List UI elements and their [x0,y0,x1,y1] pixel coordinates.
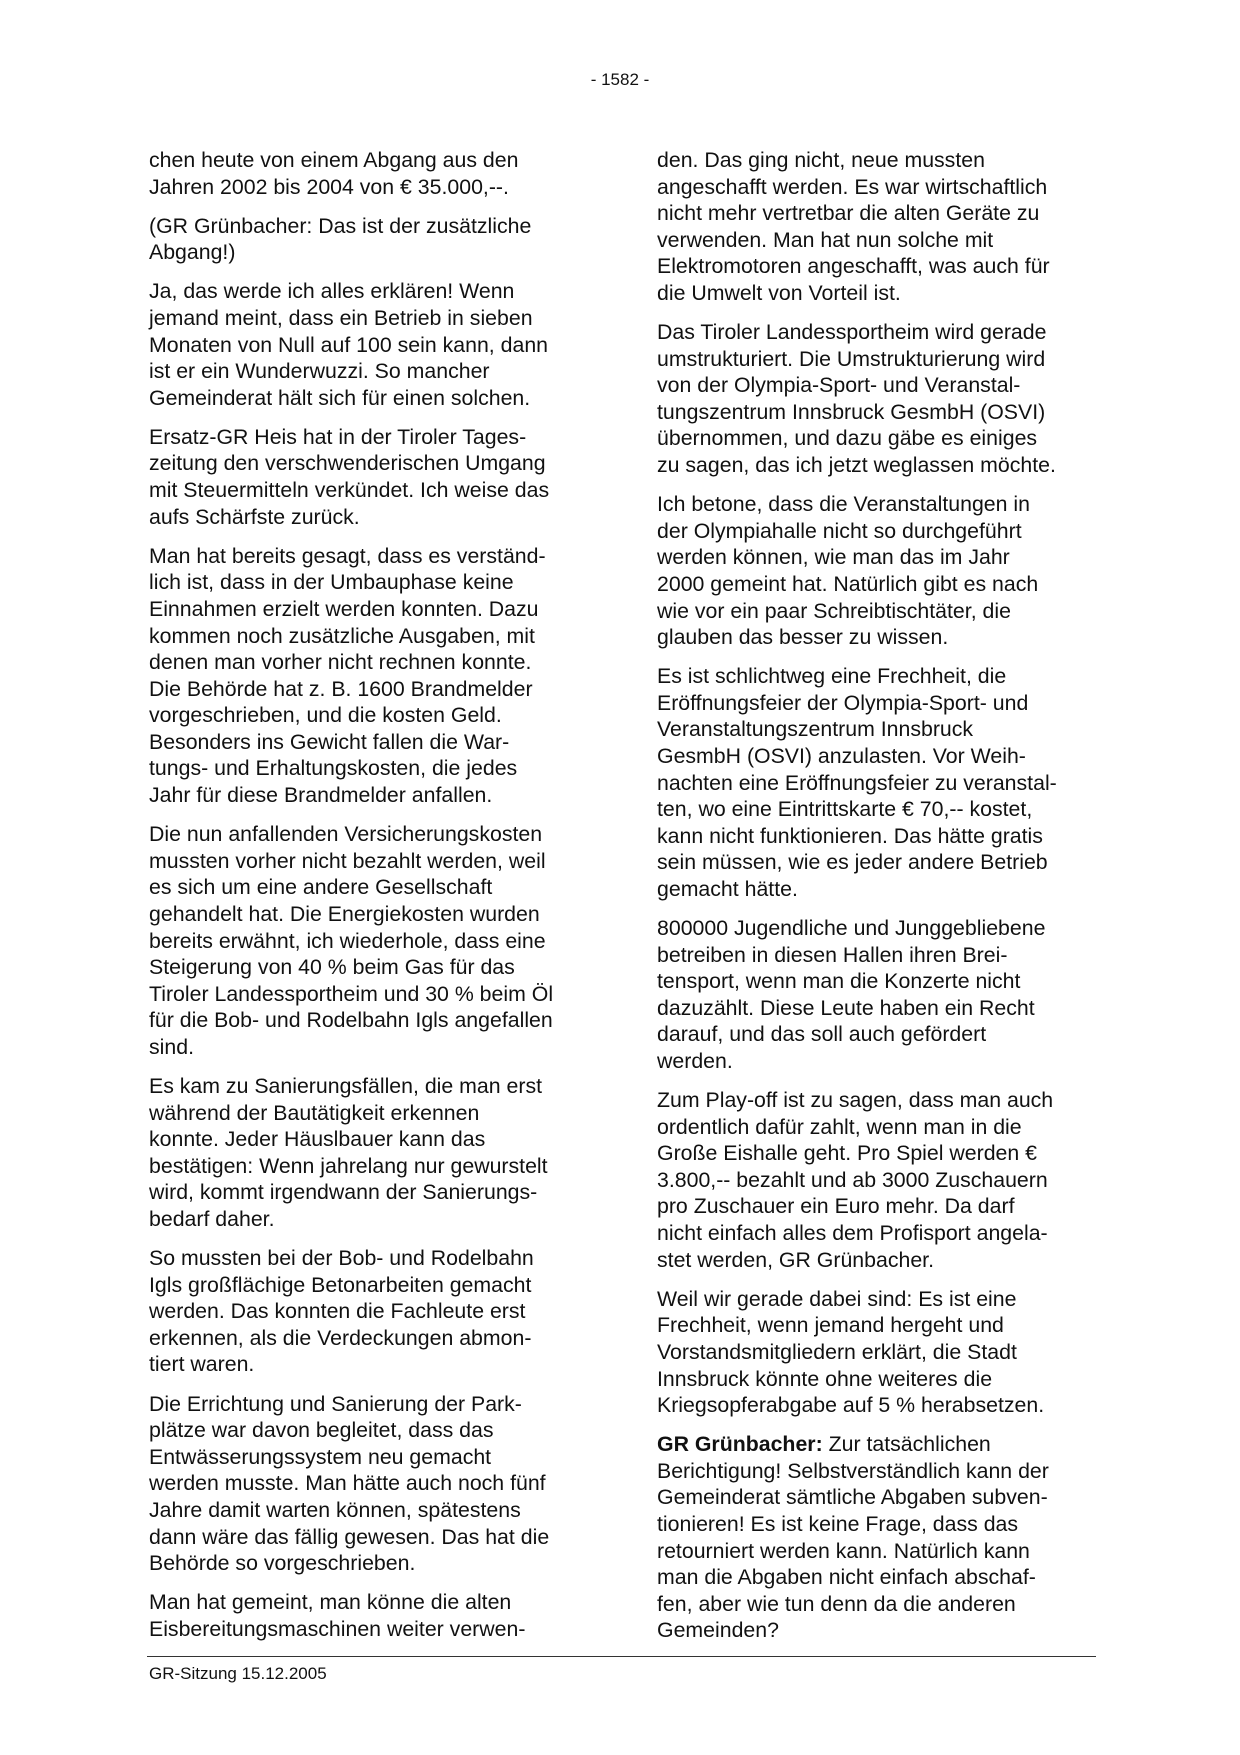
paragraph: Es kam zu Sanierungsfällen, die man erst während der Bautätigkeit erkennen konnte. Jeder Häuslbauer kann das bestätigen: Wenn jahrelang nur gewurstelt wird, kommt irgendwann der Sanierungs- bedarf daher. [149,1074,548,1231]
paragraph: So mussten bei der Bob- und Rodelbahn Igls großflächige Betonarbeiten gemacht werden. Das konnten die Fachleute erst erkennen, als die Verdeckungen abmon- tiert waren. [149,1246,534,1377]
right-column [657,147,1103,1656]
paragraph: Es ist schlichtweg eine Frechheit, die Eröffnungsfeier der Olympia-Sport- und Veranstaltungszentrum Innsbruck GesmbH (OSVI) anzulasten. Vor Weih- nachten eine Eröffnungsfeier zu veranstal- ten, wo eine Eintrittskarte € 70,-- kostet, kann nicht funktionieren. Das hätte gratis sein müssen, wie es jeder andere Betrieb gemacht hätte. [657,664,1057,901]
paragraph: Die Errichtung und Sanierung der Park- plätze war davon begleitet, dass das Entwässerungssystem neu gemacht werden musste. Man hätte auch noch fünf Jahre damit warten können, spätestens dann wäre das fällig gewesen. Das hat die Behörde so vorgeschrieben. [149,1391,550,1576]
footer-session-date: GR-Sitzung 15.12.2005 [149,1664,327,1683]
paragraph: Man hat gemeint, man könne die alten Eisbereitungsmaschinen weiter verwen- [149,1590,526,1641]
paragraph: Zum Play-off ist zu sagen, dass man auch ordentlich dafür zahlt, wenn man in die Große Eishalle geht. Pro Spiel werden € 3.800,-- bezahlt und ab 3000 Zuschauern pro Zuschauer ein Euro mehr. Da darf nicht einfach alles dem Profisport angela- stet werden, GR Grünbacher. [657,1088,1054,1272]
paragraph: Ich betone, dass die Veranstaltungen in der Olympiahalle nicht so durchgeführt werden können, wie man das im Jahr 2000 gemeint hat. Natürlich gibt es nach wie vor ein paar Schreibtischtäter, die glauben das besser zu wissen. [657,492,1039,650]
footer-divider [147,1656,1096,1657]
paragraph: 800000 Jugendliche und Junggebliebene betreiben in diesen Hallen ihren Brei- tensport, wenn man die Konzerte nicht dazuzählt. Diese Leute haben ein Recht darauf, und das soll auch gefördert werden. [657,916,1046,1073]
paragraph: chen heute von einem Abgang aus den Jahren 2002 bis 2004 von € 35.000,--. [149,148,519,199]
left-column [149,147,593,1655]
paragraph-speaker [657,1431,1103,1644]
paragraph: den. Das ging nicht, neue mussten angeschafft werden. Es war wirtschaftlich nicht mehr vertretbar die alten Geräte zu verwenden. Man hat nun solche mit Elektromotoren angeschafft, was auch für die Umwelt von Vorteil ist. [657,148,1050,305]
paragraph: Man hat bereits gesagt, dass es verständ- lich ist, dass in der Umbauphase keine Einnahmen erzielt werden konnten. Dazu kommen noch zusätzliche Ausgaben, mit denen man vorher nicht rechnen konnte. Die Behörde hat z. B. 1600 Brandmelder vorgeschrieben, und die kosten Geld. Besonders ins Gewicht fallen die War- tungs- und Erhaltungskosten, die jedes Jahr für diese Brandmelder anfallen. [149,543,546,808]
paragraph: Die nun anfallenden Versicherungskosten mussten vorher nicht bezahlt werden, weil es sich um eine andere Gesellschaft gehandelt hat. Die Energiekosten wurden bereits erwähnt, ich wiederhole, dass eine Steigerung von 40 % beim Gas für das Tiroler Landessportheim und 30 % beim Öl für die Bob- und Rodelbahn Igls angefallen sind. [149,822,554,1059]
speaker-name: GR Grünbacher: [657,1432,823,1457]
page-number: - 1582 - [590,70,650,89]
paragraph: Weil wir gerade dabei sind: Es ist eine Frechheit, wenn jemand hergeht und Vorstandsmitgliedern erklärt, die Stadt Innsbruck könnte ohne weiteres die Kriegsopferabgabe auf 5 % herabsetzen. [657,1286,1045,1418]
paragraph: Ersatz-GR Heis hat in der Tiroler Tages- zeitung den verschwenderischen Umgang mit Steuermitteln verkündet. Ich weise das aufs Schärfste zurück. [149,424,550,529]
speaker-text: Zur tatsächlichen Berichtigung! Selbstverständlich kann der Gemeinderat sämtliche Abgaben subven- tionieren! Es ist keine Frage, dass das retourniert werden kann. Natürlich kann man die Abgaben nicht einfach abschaf- fen, aber wie tun denn da die anderen Gemeinden? [657,1432,1049,1643]
paragraph: (GR Grünbacher: Das ist der zusätzliche Abgang!) [149,213,532,265]
paragraph: Das Tiroler Landessportheim wird gerade umstrukturiert. Die Umstrukturierung wird von der Olympia-Sport- und Veranstal- tungszentrum Innsbruck GesmbH (OSVI) übernommen, und dazu gäbe es einiges zu sagen, das ich jetzt weglassen möchte. [657,320,1056,478]
paragraph: Ja, das werde ich alles erklären! Wenn jemand meint, dass ein Betrieb in sieben Monaten von Null auf 100 sein kann, dann ist er ein Wunderwuzzi. So mancher Gemeinderat hält sich für einen solchen. [149,279,549,410]
